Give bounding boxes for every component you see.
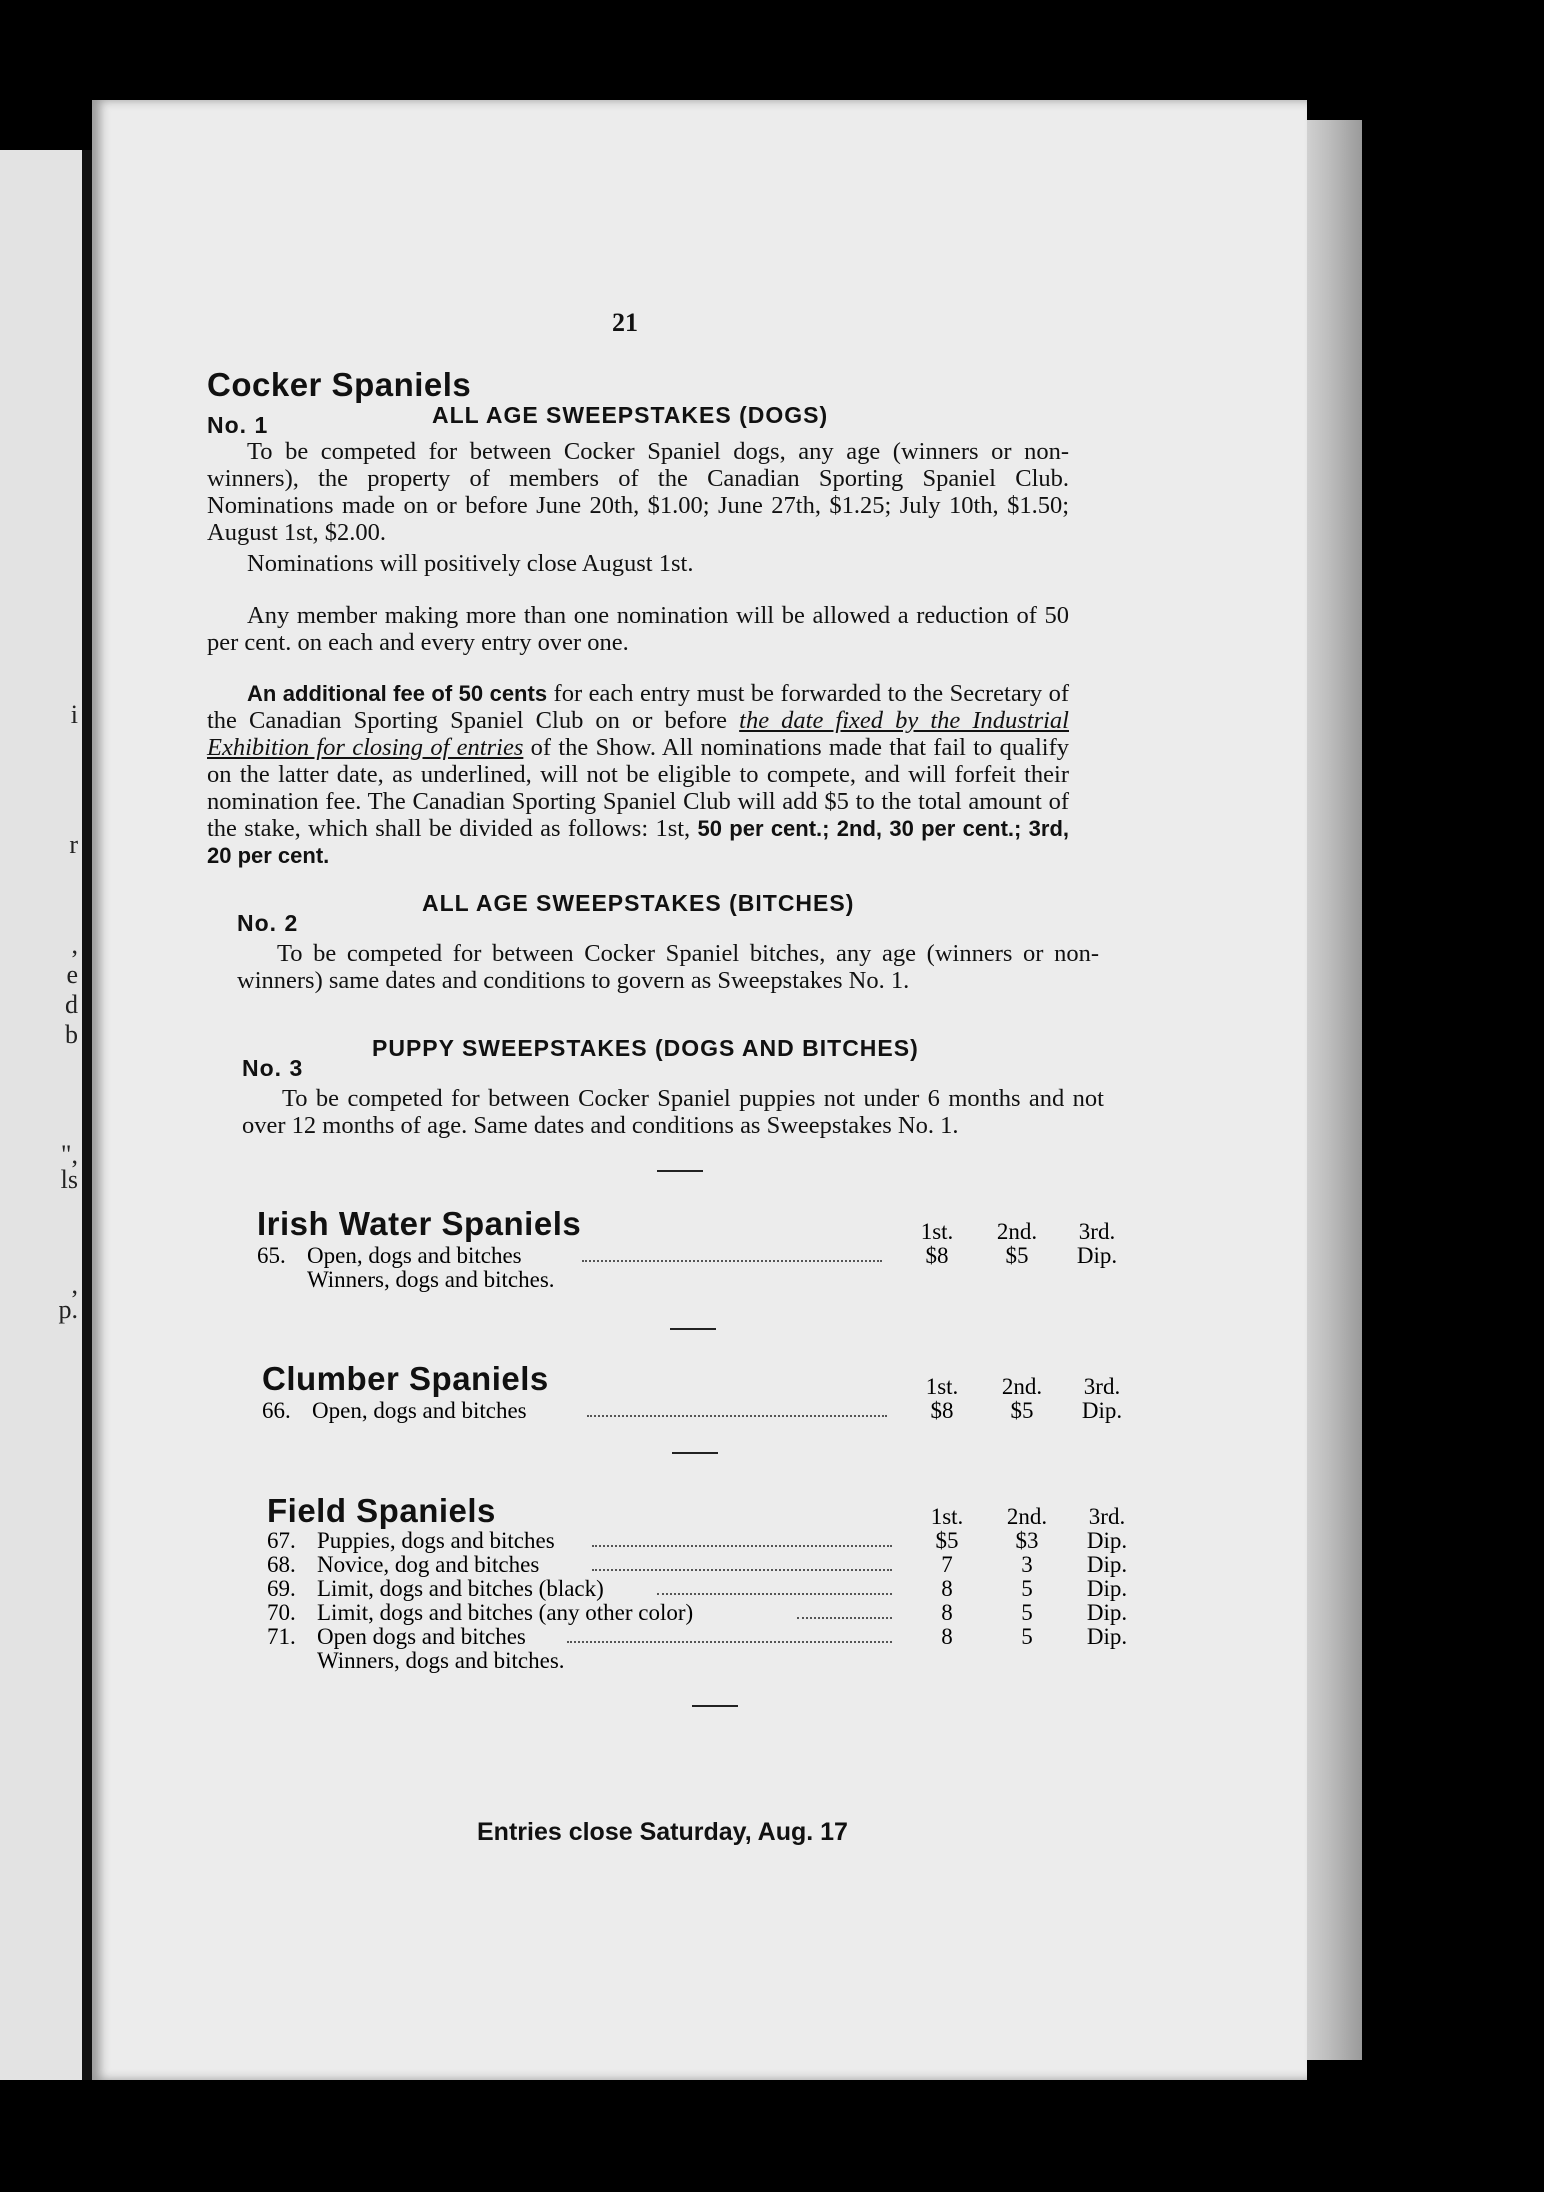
class-number: 70. bbox=[267, 1600, 296, 1625]
prize-header-1st: 1st. bbox=[925, 1374, 959, 1399]
no1-paragraph-2 bbox=[207, 550, 1069, 577]
section-divider bbox=[657, 1170, 703, 1172]
prize-header-2nd: 2nd. bbox=[996, 1219, 1038, 1244]
class-row bbox=[267, 1529, 1137, 1553]
paragraph-text: Any member making more than one nomination will be allowed a reduction of 50 per cent. on each and every entry over one. bbox=[207, 602, 1069, 656]
dot-leader bbox=[797, 1601, 892, 1619]
no1-paragraph-1 bbox=[207, 438, 1069, 546]
class-label-no1: No. 1 bbox=[207, 412, 269, 438]
class-description: Open dogs and bitches bbox=[317, 1624, 526, 1649]
prize-header-row bbox=[262, 1375, 1132, 1399]
prize-2nd: 5 bbox=[1021, 1576, 1033, 1601]
no1-paragraph-3 bbox=[207, 602, 1069, 656]
fee-lead-text: An additional fee of 50 cents bbox=[247, 681, 548, 706]
class-description: Limit, dogs and bitches (black) bbox=[317, 1576, 604, 1601]
fee-text-a: for each entry must be forwarded to the Secretary of the Canadian Sporting Spaniel Club on or before bbox=[207, 680, 1069, 734]
prize-3rd: Dip. bbox=[1086, 1528, 1128, 1553]
irish-class-table bbox=[257, 1220, 1127, 1292]
class-number: 71. bbox=[267, 1624, 296, 1649]
class-label-no2: No. 2 bbox=[237, 910, 299, 936]
paragraph-text bbox=[207, 680, 1069, 869]
prize-3rd: Dip. bbox=[1086, 1600, 1128, 1625]
class-heading-no2: ALL AGE SWEEPSTAKES (BITCHES) bbox=[422, 890, 855, 916]
fragment-text: p. bbox=[58, 1295, 78, 1324]
class-number: 65. bbox=[257, 1243, 286, 1268]
fragment-text: b bbox=[65, 1020, 78, 1049]
class-row bbox=[262, 1399, 1132, 1423]
book-spine bbox=[82, 150, 92, 2080]
class-row bbox=[257, 1244, 1127, 1268]
paragraph-text: To be competed for between Cocker Spaniel bitches, any age (winners or non-winners) same dates and conditions to govern as Sweepstakes No. 1. bbox=[237, 940, 1099, 994]
fragment-text: , bbox=[71, 1270, 78, 1299]
section-title-clumber: Clumber Spaniels bbox=[262, 1360, 549, 1397]
dot-leader bbox=[592, 1529, 892, 1547]
section-title-field: Field Spaniels bbox=[267, 1492, 496, 1529]
prize-3rd: Dip. bbox=[1081, 1398, 1123, 1423]
prize-header-3rd: 3rd. bbox=[1088, 1504, 1126, 1529]
underlined-deadline-text: the date fixed by the Industrial Exhibition for closing of entries bbox=[207, 707, 1069, 761]
section-title-cocker: Cocker Spaniels bbox=[207, 366, 472, 403]
class-description: Open, dogs and bitches bbox=[312, 1398, 527, 1423]
section-title-irish: Irish Water Spaniels bbox=[257, 1205, 582, 1242]
class-description: Open, dogs and bitches bbox=[307, 1243, 522, 1268]
paragraph-text: To be competed for between Cocker Spaniel puppies not under 6 months and not over 12 months of age. Same dates and conditions as Sweepstakes No. 1. bbox=[242, 1085, 1104, 1139]
no3-paragraph bbox=[242, 1085, 1104, 1139]
clumber-class-table bbox=[262, 1375, 1132, 1423]
prize-header-1st: 1st. bbox=[920, 1219, 954, 1244]
class-description: Limit, dogs and bitches (any other color) bbox=[317, 1600, 694, 1625]
prize-2nd: $5 bbox=[1010, 1398, 1034, 1423]
no1-paragraph-4 bbox=[207, 680, 1069, 869]
prize-header-1st: 1st. bbox=[930, 1504, 964, 1529]
class-number: 67. bbox=[267, 1528, 296, 1553]
prize-header-row bbox=[257, 1220, 1127, 1244]
prize-2nd: $3 bbox=[1015, 1528, 1039, 1553]
fragment-text: d bbox=[65, 990, 78, 1019]
paragraph-text: To be competed for between Cocker Spaniel dogs, any age (winners or non-winners), the property of members of the Canadian Sporting Spaniel Club. Nominations made on or before June 20th, $1.00; June 27th, $1.25; July 10th, $1.50; August 1st, $2.00. bbox=[207, 438, 1069, 546]
class-heading-no1: ALL AGE SWEEPSTAKES (DOGS) bbox=[432, 402, 829, 428]
class-heading-no3: PUPPY SWEEPSTAKES (DOGS AND BITCHES) bbox=[372, 1035, 919, 1061]
dot-leader bbox=[657, 1577, 892, 1595]
prize-1st: $5 bbox=[935, 1528, 959, 1553]
prize-1st: 7 bbox=[941, 1552, 953, 1577]
dot-leader bbox=[582, 1244, 882, 1262]
class-row bbox=[267, 1601, 1137, 1625]
paragraph-text: Nominations will positively close August 1st. bbox=[247, 550, 694, 577]
dot-leader bbox=[587, 1399, 887, 1417]
fragment-text: e bbox=[66, 960, 78, 989]
fragment-text: ls bbox=[60, 1165, 78, 1194]
class-row bbox=[257, 1268, 1127, 1292]
fragment-text: r bbox=[69, 830, 78, 859]
fragment-text: i bbox=[70, 700, 78, 729]
prize-1st: $8 bbox=[925, 1243, 949, 1268]
prize-header-2nd: 2nd. bbox=[1001, 1374, 1043, 1399]
class-row bbox=[267, 1553, 1137, 1577]
prize-1st: 8 bbox=[941, 1624, 953, 1649]
fragment-text: , bbox=[71, 930, 78, 959]
class-description: Winners, dogs and bitches. bbox=[307, 1267, 555, 1292]
dot-leader bbox=[592, 1553, 892, 1571]
class-row bbox=[267, 1625, 1137, 1649]
section-divider bbox=[670, 1328, 716, 1330]
facing-page-edge bbox=[0, 150, 82, 2080]
prize-3rd: Dip. bbox=[1076, 1243, 1118, 1268]
class-number: 66. bbox=[262, 1398, 291, 1423]
page-number: 21 bbox=[612, 308, 638, 337]
prize-header-3rd: 3rd. bbox=[1078, 1219, 1116, 1244]
prize-header-3rd: 3rd. bbox=[1083, 1374, 1121, 1399]
split-text: 50 per cent.; 2nd, 30 per cent.; 3rd, 20 per cent. bbox=[207, 816, 1069, 868]
prize-1st: 8 bbox=[941, 1600, 953, 1625]
class-number: 68. bbox=[267, 1552, 296, 1577]
prize-3rd: Dip. bbox=[1086, 1552, 1128, 1577]
entries-close-notice: Entries close Saturday, Aug. 17 bbox=[477, 1818, 848, 1846]
class-row bbox=[267, 1577, 1137, 1601]
fragment-text: ", bbox=[60, 1140, 78, 1169]
class-number: 69. bbox=[267, 1576, 296, 1601]
prize-header-row bbox=[267, 1505, 1137, 1529]
prize-2nd: 3 bbox=[1021, 1552, 1033, 1577]
fee-text-b: of the Show. All nominations made that fail to qualify on the latter date, as underlined, will not be eligible to compete, and will forfeit their nomination fee. The Canadian Sporting Spaniel Club will add $5 to the total amount of the stake, which shall be divided as follows: 1st, bbox=[207, 734, 1069, 842]
class-label-no3: No. 3 bbox=[242, 1055, 304, 1081]
prize-1st: 8 bbox=[941, 1576, 953, 1601]
prize-header-2nd: 2nd. bbox=[1006, 1504, 1048, 1529]
prize-2nd: 5 bbox=[1021, 1624, 1033, 1649]
class-description: Winners, dogs and bitches. bbox=[317, 1648, 565, 1673]
class-description: Novice, dog and bitches bbox=[317, 1552, 540, 1577]
prize-3rd: Dip. bbox=[1086, 1624, 1128, 1649]
page-stack-edge bbox=[1307, 120, 1362, 2060]
prize-2nd: 5 bbox=[1021, 1600, 1033, 1625]
field-class-table bbox=[267, 1505, 1137, 1673]
prize-3rd: Dip. bbox=[1086, 1576, 1128, 1601]
class-row bbox=[267, 1649, 1137, 1673]
section-divider bbox=[692, 1705, 738, 1707]
prize-2nd: $5 bbox=[1005, 1243, 1029, 1268]
prize-1st: $8 bbox=[930, 1398, 954, 1423]
section-divider bbox=[672, 1452, 718, 1454]
book-page bbox=[92, 100, 1307, 2080]
class-description: Puppies, dogs and bitches bbox=[317, 1528, 555, 1553]
dot-leader bbox=[567, 1625, 892, 1643]
no2-paragraph bbox=[237, 940, 1099, 994]
